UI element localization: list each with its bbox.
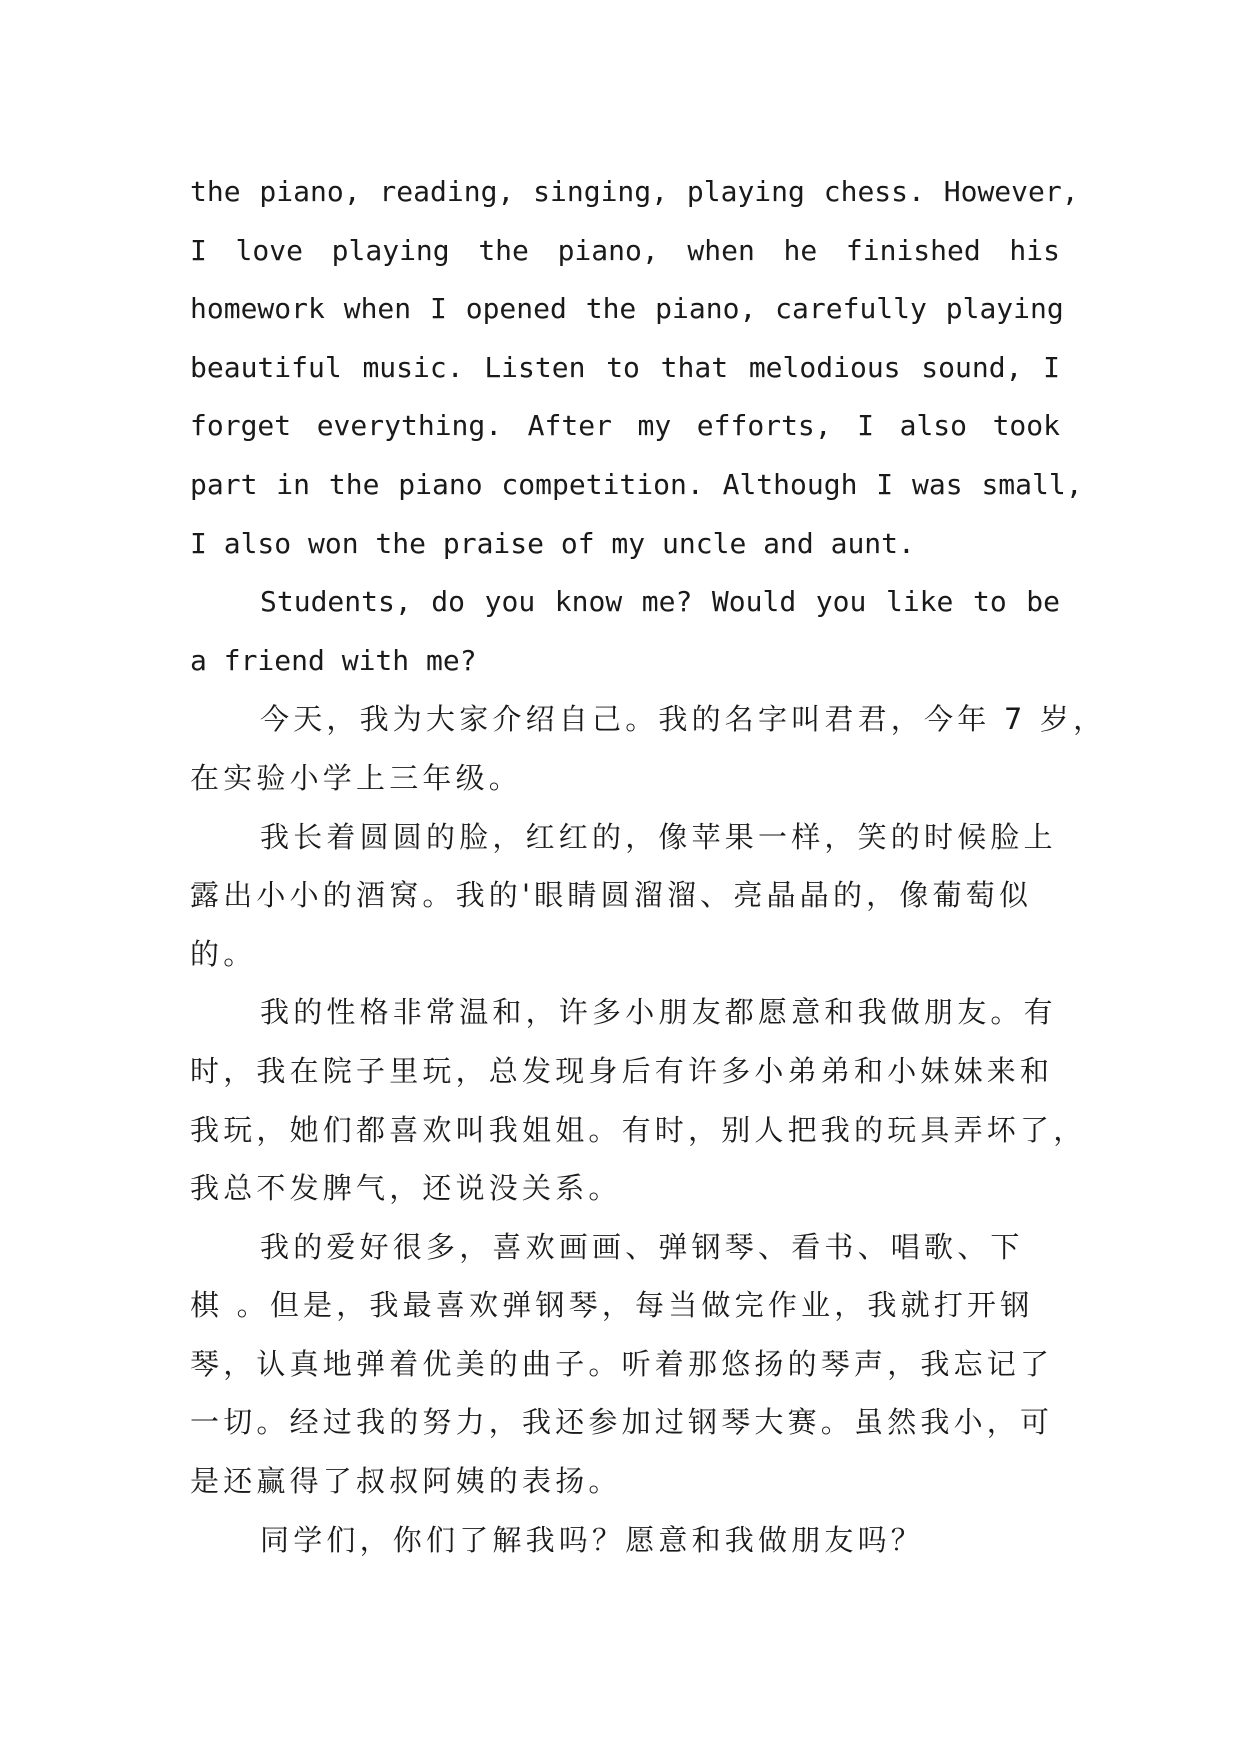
text-line: 今天，我为大家介绍自己。我的名字叫君君，今年 7 岁， [260,702,1107,737]
document-body [190,163,1107,1569]
text-line: part in the piano competition. Although I was small, [190,467,1083,501]
text-line: 我的爱好很多，喜欢画画、弹钢琴、看书、唱歌、下 [260,1229,1024,1264]
text-line: 是还赢得了叔叔阿姨的表扬。 [190,1464,622,1499]
text-line: 的。 [190,936,257,971]
text-line: 时，我在院子里玩，总发现身后有许多小弟弟和小妹妹来和 [190,1053,1054,1088]
text-line: the piano, reading, singing, playing chess. However, [190,175,1079,208]
text-line: 我的性格非常温和，许多小朋友都愿意和我做朋友。有 [260,995,1057,1030]
text-line: 我长着圆圆的脸，红红的，像苹果一样，笑的时候脸上 [260,819,1057,854]
text-line: Students, do you know me? Would you like to be [260,585,1060,619]
text-line: 一切。经过我的努力，我还参加过钢琴大赛。虽然我小，可 [190,1405,1054,1440]
text-line: 在实验小学上三年级。 [190,760,523,795]
text-line: beautiful music. Listen to that melodious sound, I [190,350,1060,384]
text-line: 棋 。但是，我最喜欢弹钢琴，每当做完作业，我就打开钢 [190,1288,1034,1323]
text-line: 露出小小的酒窝。我的'眼睛圆溜溜、亮晶晶的，像葡萄似 [190,878,1033,913]
text-line: 我总不发脾气，还说没关系。 [190,1171,622,1206]
text-line: 我玩，她们都喜欢叫我姐姐。有时，别人把我的玩具弄坏了， [190,1112,1087,1147]
text-line: 琴，认真地弹着优美的曲子。听着那悠扬的琴声，我忘记了 [190,1346,1054,1381]
text-line: forget everything. After my efforts, I also took [190,409,1060,443]
text-line: 同学们，你们了解我吗？愿意和我做朋友吗？ [260,1522,925,1557]
text-line: I love playing the piano, when he finished his [190,233,1060,267]
text-line: a friend with me? [190,643,477,677]
text-line: homework when I opened the piano, carefully playing [190,292,1064,326]
text-line: I also won the praise of my uncle and aunt. [190,526,915,560]
